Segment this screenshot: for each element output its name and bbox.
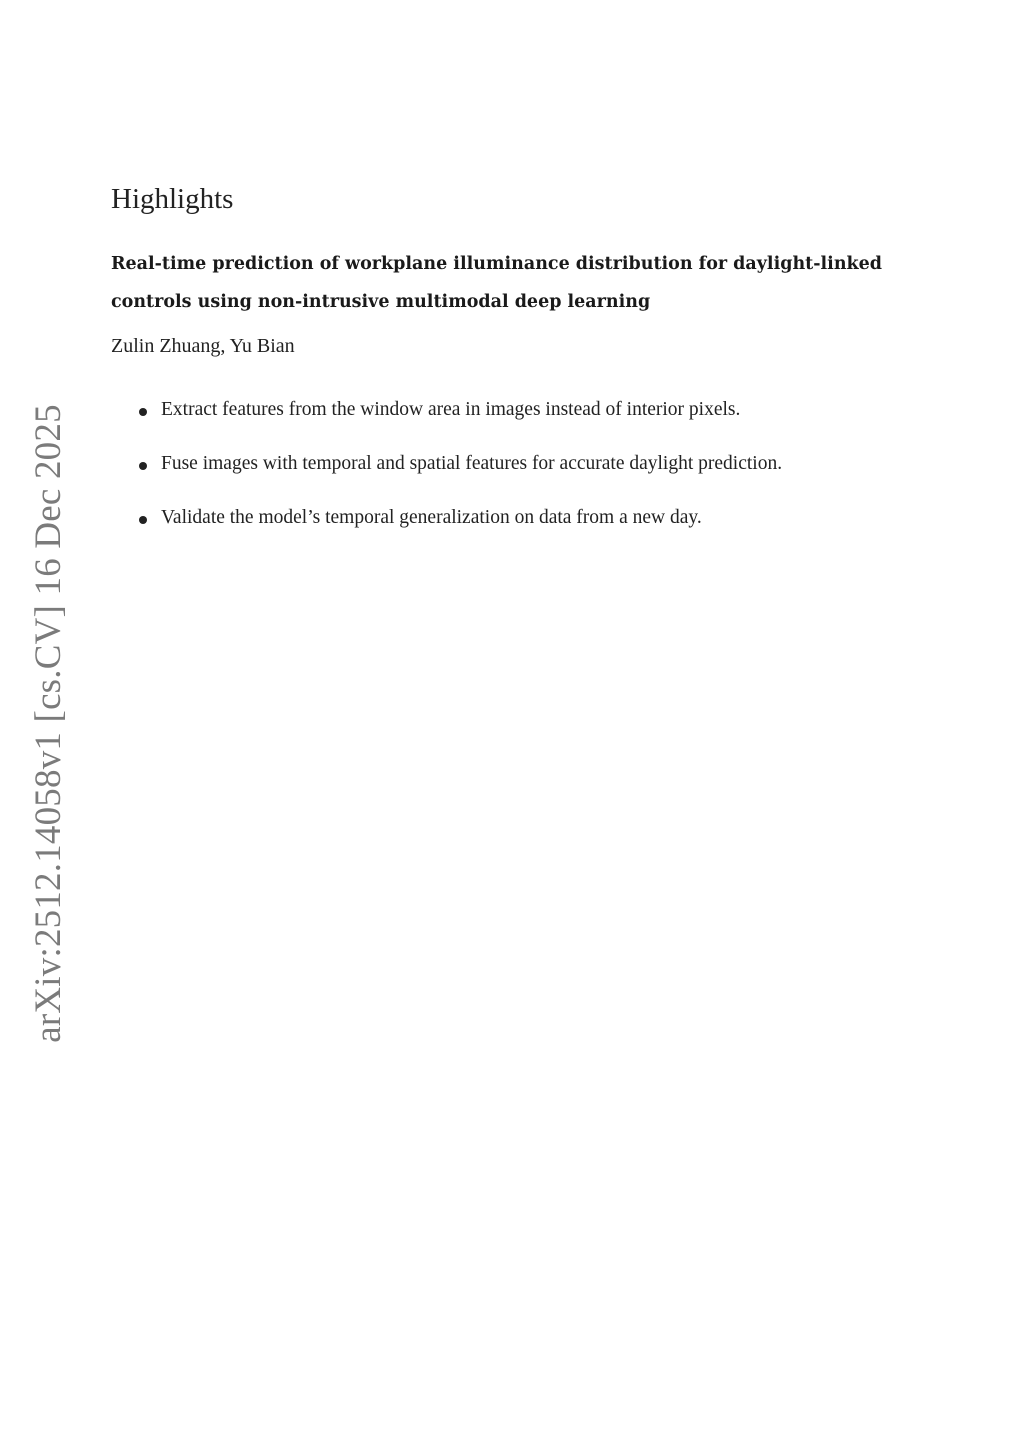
bullet-icon	[139, 408, 147, 416]
bullet-icon	[139, 462, 147, 470]
section-heading: Highlights	[111, 183, 234, 215]
arxiv-identifier-text: arXiv:2512.14058v1 [cs.CV] 16 Dec 2025	[27, 403, 69, 1043]
highlight-text: Extract features from the window area in images instead of interior pixels.	[161, 399, 741, 420]
bullet-icon	[139, 516, 147, 524]
highlight-text: Fuse images with temporal and spatial features for accurate daylight prediction.	[161, 453, 783, 474]
highlight-text: Validate the model’s temporal generalization on data from a new day.	[161, 507, 702, 528]
arxiv-identifier-stamp	[27, 403, 69, 1043]
paper-title: Real-time prediction of workplane illuminance distribution for daylight-linked controls using non-intrusive multimodal deep learning	[111, 254, 883, 312]
paper-authors: Zulin Zhuang, Yu Bian	[111, 335, 295, 357]
